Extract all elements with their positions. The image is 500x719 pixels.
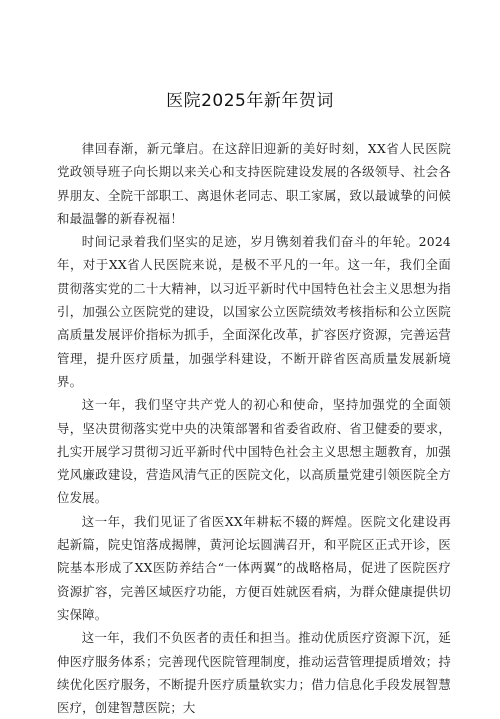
paragraph: 这一年，我们不负医者的责任和担当。推动优质医疗资源下沉，延伸医疗服务体系；完善现代医院管理制度，推动运营管理提质增效；持续优化医疗服务，不断提升医疗质量软实力；借力信息化手段发展智慧医疗，创建智慧医院；大 [57,630,451,716]
paragraph: 律回春渐，新元肇启。在这辞旧迎新的美好时刻，XX省人民医院党政领导班子向长期以来关心和支持医院建设发展的各级领导、社会各界朋友、全院干部职工、离退休老同志、职工家属，致以最诚挚的问候和最温馨的新春祝福！ [57,141,451,226]
paragraph: 这一年，我们坚守共产党人的初心和使命，坚持加强党的全面领导，坚决贯彻落实党中央的决策部署和省委省政府、省卫健委的要求，扎实开展学习贯彻习近平新时代中国特色社会主义思想主题教育，加强党风廉政建设，营造风清气正的医院文化，以高质量党建引领医院全方位发展。 [57,397,451,506]
paragraph: 这一年，我们见证了省医XX年耕耘不辍的辉煌。医院文化建设再起新篇，院史馆落成揭牌，黄河论坛圆满召开，和平院区正式开诊，医院基本形成了XX医防养结合“一体两翼”的战略格局，促进了医院医疗资源扩容，完善区域医疗功能，方便百姓就医看病，为群众健康提供切实保障。 [57,513,451,622]
document-title: 医院2025年新年贺词 [166,91,334,111]
document-body [57,137,451,719]
paragraph: 时间记录着我们坚实的足迹，岁月镌刻着我们奋斗的年轮。2024年，对于XX省人民医院来说，是极不平凡的一年。这一年，我们全面贯彻落实党的二十大精神，以习近平新时代中国特色社会主义思想为指引，加强公立医院党的建设，以国家公立医院绩效考核指标和公立医院高质量发展评价指标为抓手，全面深化改革，扩容医疗资源，完善运营管理，提升医疗质量，加强学科建设，不断开辟省医高质量发展新境界。 [57,234,451,389]
